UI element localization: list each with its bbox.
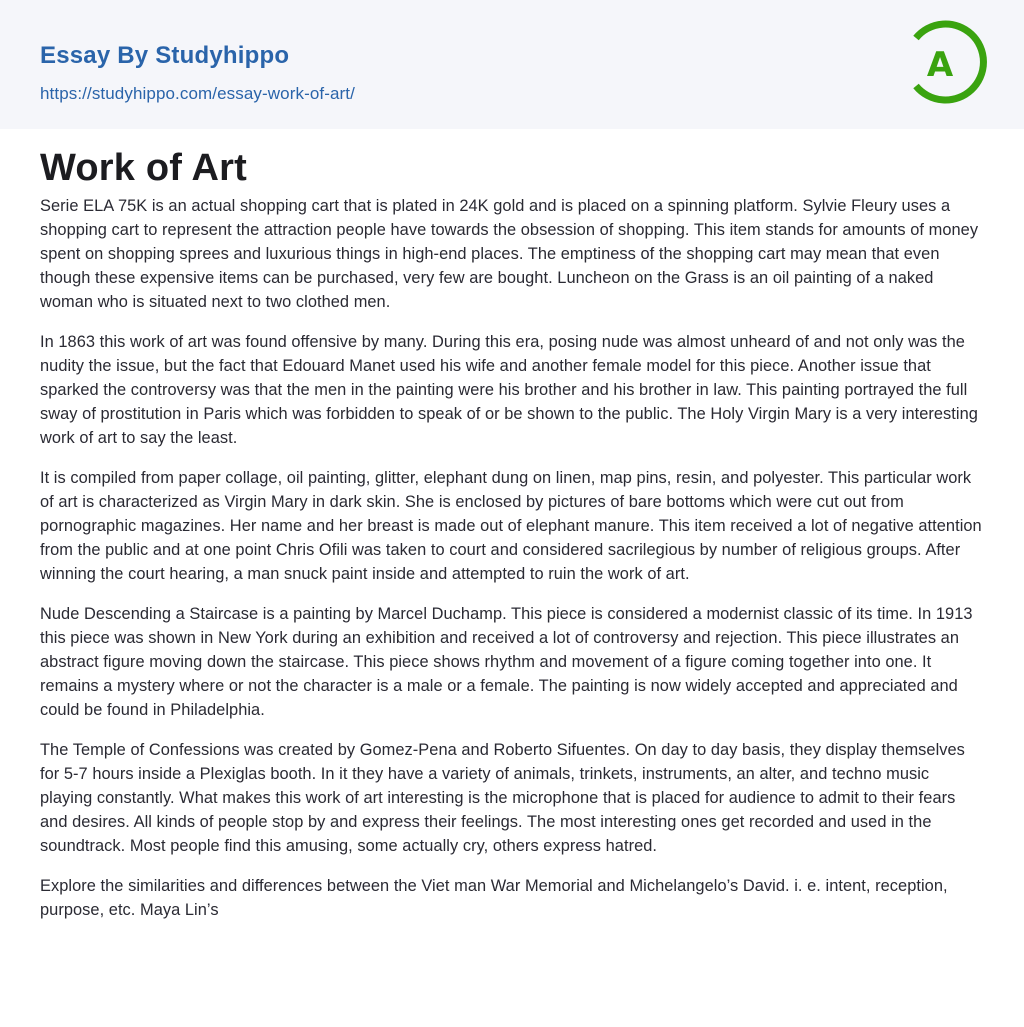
article-body	[40, 194, 984, 938]
paragraph: In 1863 this work of art was found offensive by many. During this era, posing nude was almost unheard of and not only was the nudity the issue, but the fact that Edouard Manet used his wife and another female model for this piece. Another issue that sparked the controversy was that the men in the painting were his brother and his brother in law. This painting portrayed the full sway of prostitution in Paris which was forbidden to speak of or be shown to the public. The Holy Virgin Mary is a very interesting work of art to say the least.	[40, 333, 978, 447]
studyhippo-logo[interactable]	[910, 18, 990, 106]
paragraph: The Temple of Confessions was created by Gomez-Pena and Roberto Sifuentes. On day to day basis, they display themselves for 5-7 hours inside a Plexiglas booth. In it they have a variety of animals, trinkets, instruments, an alter, and techno music playing constantly. What makes this work of art interesting is the microphone that is placed for audience to admit to their fears and desires. All kinds of people stop by and express their feelings. The most interesting ones get recorded and used in the soundtrack. Most people find this amusing, some actually cry, others express hatred.	[40, 741, 965, 855]
paragraph: It is compiled from paper collage, oil painting, glitter, elephant dung on linen, map pins, resin, and polyester. This particular work of art is characterized as Virgin Mary in dark skin. She is enclosed by pictures of bare bottoms which were cut out from pornographic magazines. Her name and her breast is made out of elephant manure. This item received a lot of negative attention from the public and at one point Chris Ofili was taken to court and considered sacrilegious by number of religious groups. After winning the court hearing, a man snuck paint inside and attempted to ruin the work of art.	[40, 469, 982, 583]
paragraph: Nude Descending a Staircase is a painting by Marcel Duchamp. This piece is considered a modernist classic of its time. In 1913 this piece was shown in New York during an exhibition and received a lot of controversy and rejection. This piece illustrates an abstract figure moving down the staircase. This piece shows rhythm and movement of a figure coming together into one. It remains a mystery where or not the character is a male or a female. The painting is now widely accepted and appreciated and could be found in Philadelphia.	[40, 605, 973, 719]
logo-letter: A	[926, 45, 954, 85]
page-title: Work of Art	[40, 147, 247, 189]
site-brand: Essay By Studyhippo	[40, 42, 290, 69]
paragraph: Serie ELA 75K is an actual shopping cart that is plated in 24K gold and is placed on a spinning platform. Sylvie Fleury uses a shopping cart to represent the attraction people have towards the obsession of shopping. This item stands for amounts of money spent on shopping sprees and luxurious things in high-end places. The emptiness of the shopping cart may mean that even though these expensive items can be purchased, very few are bought. Luncheon on the Grass is an oil painting of a naked woman who is situated next to two clothed men.	[40, 197, 979, 311]
logo-a-circle-icon	[910, 18, 990, 106]
paragraph: Explore the similarities and differences between the Viet man War Memorial and Michelangelo’s David. i. e. intent, reception, purpose, etc. Maya Lin’s	[40, 877, 948, 919]
essay-url-link[interactable]: https://studyhippo.com/essay-work-of-art/	[40, 84, 355, 103]
